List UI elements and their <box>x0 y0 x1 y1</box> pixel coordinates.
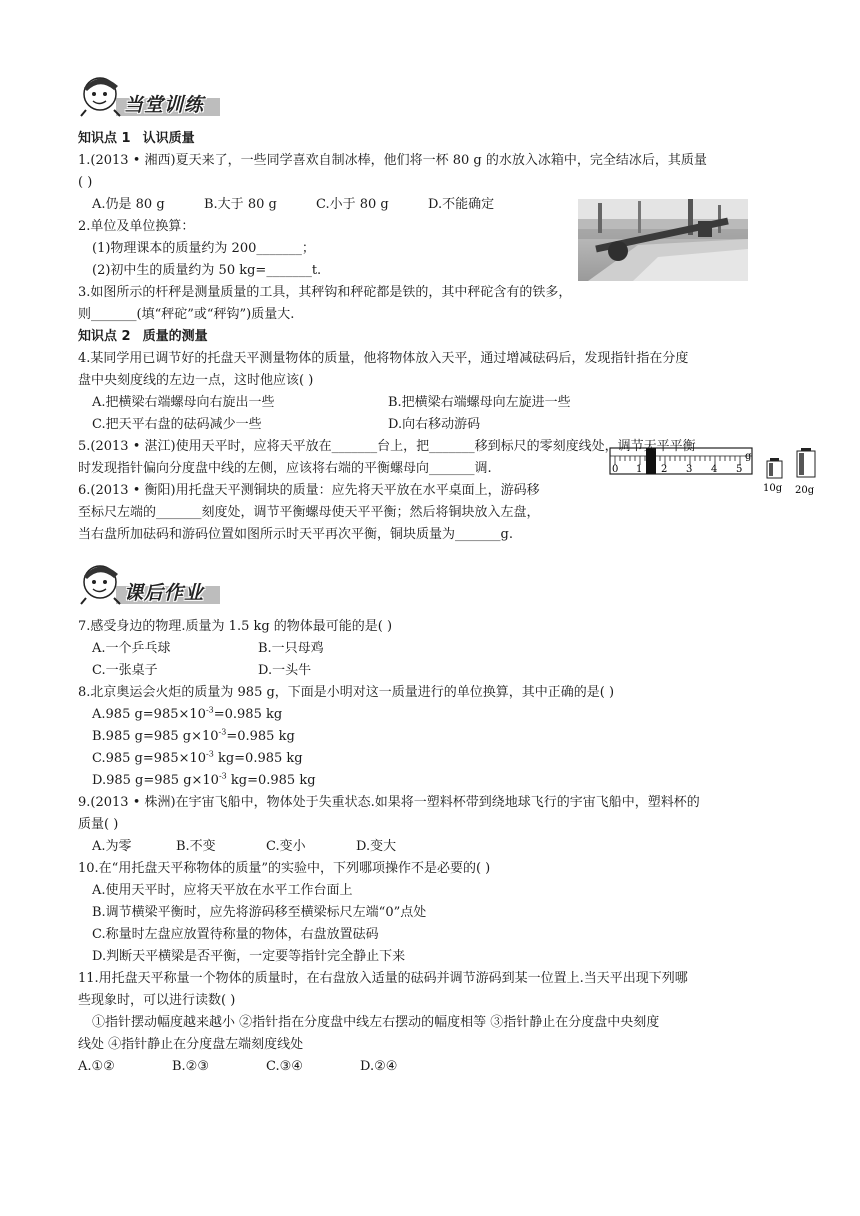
question-11: 11.用托盘天平称量一个物体的质量时，在右盘放入适量的砝码并调节游码到某一位置上.当天平出现下列哪 <box>78 971 688 986</box>
question-8-option-b: B.985 g=985 $g\times 10^{-3}=0.985$ kg <box>92 727 295 744</box>
question-8-option-d: D.985 g=985 $g\times 10^{-3}$ kg=0.985 kg <box>92 771 316 788</box>
kp-title: 认识质量 <box>142 131 195 146</box>
question-7-options-row1 <box>78 638 818 660</box>
question-10: 10.在“用托盘天平称物体的质量”的实验中，下列哪项操作不是必要的( ) <box>78 861 491 876</box>
banner-homework <box>78 552 818 610</box>
option: C.小于 80 g <box>316 197 389 212</box>
option: A.为零 <box>92 839 132 854</box>
option: D.②④ <box>360 1059 398 1074</box>
option: B.把横梁右端螺母向左旋进一些 <box>388 395 571 410</box>
knowledge-point-2 <box>78 326 818 348</box>
banner-title: 当堂训练 <box>124 94 205 116</box>
option: C.③④ <box>266 1059 303 1074</box>
tick-label-1: 1 <box>636 464 643 475</box>
kp-title: 质量的测量 <box>142 329 208 344</box>
question-11-items: ①指针摆动幅度越来越小 ②指针指在分度盘中线左右摆动的幅度相等 ③指针静止在分度盘中央刻度 <box>92 1015 660 1030</box>
question-11-options <box>78 1056 818 1078</box>
question-1-cont: ( ) <box>78 175 93 190</box>
question-9-options <box>78 836 818 858</box>
question-4-options-row1 <box>78 392 818 414</box>
option: D.变大 <box>356 839 397 854</box>
question-6: 6.(2013 • 衡阳)用托盘天平测铜块的质量：应先将天平放在水平桌面上，游码移 <box>78 483 540 498</box>
tick-label-2: 2 <box>661 464 668 475</box>
question-2-sub2: (2)初中生的质量约为 50 kg=_______t. <box>92 263 322 278</box>
question-6-cont1: 至标尺左端的_______刻度处，调节平衡螺母使天平平衡；然后将铜块放入左盘， <box>78 505 540 520</box>
question-4: 4.某同学用已调节好的托盘天平测量物体的质量，他将物体放入天平，通过增减砝码后，发现指针指在分度 <box>78 351 689 366</box>
question-8-option-c: C.985 $g=985\times 10^{-3}$ kg=0.985 kg <box>92 749 303 766</box>
question-4-options-row2 <box>78 414 818 436</box>
question-8-option-a: A.985 $g=985\times 10^{-3}=0.985$ kg <box>92 705 283 722</box>
question-9: 9.(2013 • 株洲)在宇宙飞船中，物体处于失重状态.如果将一塑料杯带到绕地球飞行的宇宙飞船中，塑料杯的 <box>78 795 700 810</box>
option: B.大于 80 g <box>204 197 277 212</box>
banner-title: 课后作业 <box>124 582 205 604</box>
question-8: 8.北京奥运会火炬的质量为 985 g，下面是小明对这一质量进行的单位换算，其中正确的是( ) <box>78 685 615 700</box>
question-11-cont: 些现象时，可以进行读数( ) <box>78 993 236 1008</box>
question-5: 5.(2013 • 湛江)使用天平时，应将天平放在_______台上，把_______移到标尺的零刻度线处，调节天平平衡 <box>78 439 696 454</box>
tick-label-4: 4 <box>711 464 718 475</box>
tick-label-3: 3 <box>686 464 693 475</box>
question-3: 3.如图所示的杆秤是测量质量的工具，其秤钩和秤砣都是铁的，其中秤砣含有的铁多， <box>78 285 572 300</box>
option: A.把横梁右端螺母向右旋出一些 <box>92 395 275 410</box>
knowledge-point-1 <box>78 128 818 150</box>
question-1: 1.(2013 • 湘西)夏天来了，一些同学喜欢自制冰棒，他们将一杯 80 g 的水放入冰箱中，完全结冰后，其质量 <box>78 153 707 168</box>
option: D.一头牛 <box>258 663 312 678</box>
question-9-cont: 质量( ) <box>78 817 119 832</box>
tick-label-5: 5 <box>736 464 743 475</box>
banner-in-class <box>78 64 818 122</box>
option: A.①② <box>78 1059 115 1074</box>
option: C.一张桌子 <box>92 663 158 678</box>
option: D.向右移动游码 <box>388 417 481 432</box>
option: A.一个乒乓球 <box>92 641 171 656</box>
question-4-cont: 盘中央刻度线的左边一点，这时他应该( ) <box>78 373 314 388</box>
question-11-items-cont: 线处 ④指针静止在分度盘左端刻度线处 <box>78 1037 304 1052</box>
option: B.②③ <box>172 1059 209 1074</box>
question-5-cont: 时发现指针偏向分度盘中线的左侧，应该将右端的平衡螺母向_______调. <box>78 461 492 476</box>
question-2-sub1: (1)物理课本的质量约为 200_______； <box>92 241 315 256</box>
question-6-cont2: 当右盘所加砝码和游码位置如图所示时天平再次平衡，铜块质量为_______g. <box>78 527 513 542</box>
option: D.不能确定 <box>428 197 495 212</box>
question-3-cont: 则_______(填“秤砣”或“秤钩”)质量大. <box>78 307 295 322</box>
option: A.仍是 80 g <box>92 197 165 212</box>
weight-10g-label: 10g <box>763 483 783 494</box>
weight-20g-label: 20g <box>795 485 815 496</box>
question-7-options-row2 <box>78 660 818 682</box>
question-10-option-b: B.调节横梁平衡时，应先将游码移至横梁标尺左端“0”点处 <box>92 905 427 920</box>
scale-unit: g <box>745 451 752 462</box>
question-2: 2.单位及单位换算： <box>78 219 195 234</box>
option: B.一只母鸡 <box>258 641 324 656</box>
option: B.不变 <box>176 839 216 854</box>
kp-label: 知识点 2 <box>78 329 131 344</box>
question-10-option-d: D.判断天平横梁是否平衡，一定要等指针完全静止下来 <box>92 949 406 964</box>
question-10-option-c: C.称量时左盘应放置待称量的物体，右盘放置砝码 <box>92 927 379 942</box>
option: C.变小 <box>266 839 306 854</box>
kp-label: 知识点 1 <box>78 131 131 146</box>
question-1-options <box>78 194 818 216</box>
question-7: 7.感受身边的物理.质量为 1.5 kg 的物体最可能的是( ) <box>78 619 393 634</box>
question-10-option-a: A.使用天平时，应将天平放在水平工作台面上 <box>92 883 353 898</box>
tick-label-0: 0 <box>612 464 619 475</box>
option: C.把天平右盘的砝码减少一些 <box>92 417 262 432</box>
